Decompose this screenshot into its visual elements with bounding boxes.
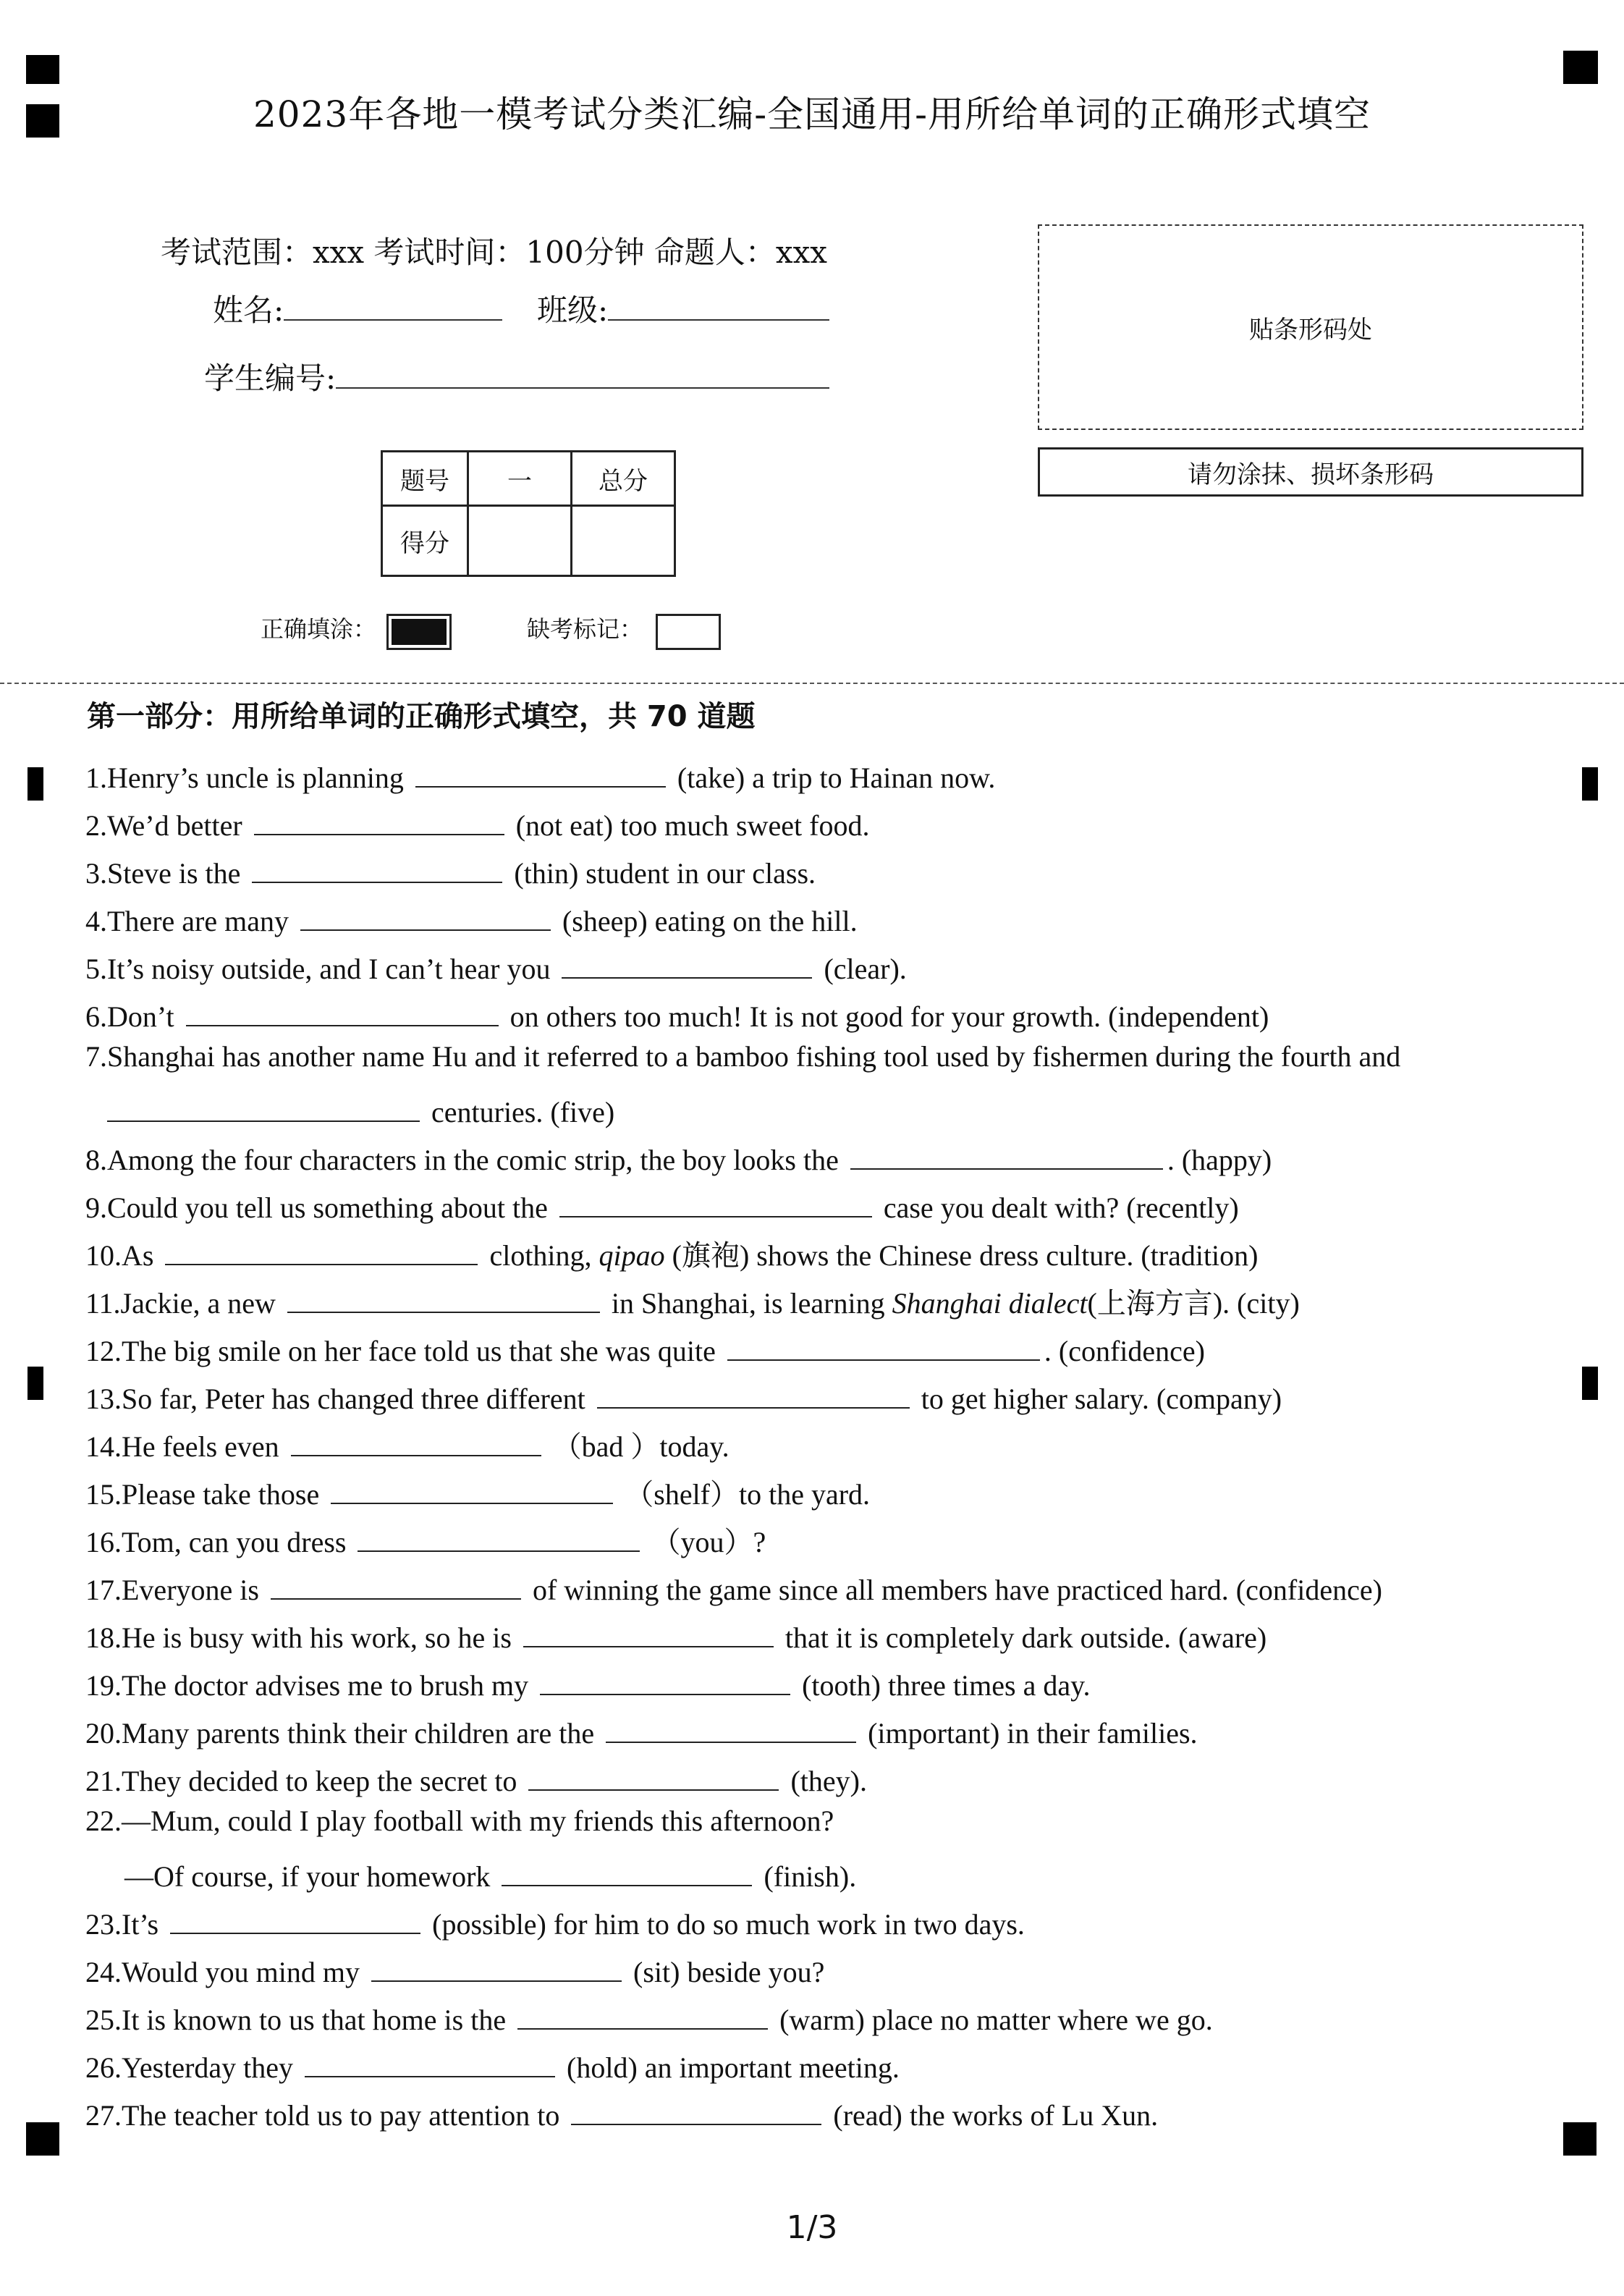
question-text: (important) in their families. — [868, 1717, 1198, 1750]
question-text: （bad ）today. — [552, 1430, 729, 1463]
question-text: (sit) beside you? — [633, 1956, 825, 1988]
question-20 — [85, 1708, 1198, 1750]
question-text: Please take those — [122, 1478, 320, 1511]
question-1 — [85, 753, 995, 795]
question-number: 13. — [85, 1383, 122, 1415]
barcode-area — [1038, 224, 1583, 430]
score-input-cell[interactable] — [468, 506, 572, 576]
name-label: 姓名: — [213, 292, 284, 328]
question-4 — [85, 896, 858, 938]
question-text: case you dealt with? (recently) — [883, 1191, 1239, 1224]
question-text: . (confidence) — [1044, 1335, 1205, 1367]
question-text: Don’t — [107, 1000, 174, 1033]
question-text: He feels even — [122, 1430, 279, 1463]
question-5 — [85, 944, 907, 986]
question-21 — [85, 1756, 867, 1798]
student-id-underline[interactable] — [336, 358, 829, 389]
question-text: Shanghai has another name Hu and it referred to a bamboo fishing tool used by fishermen during the fourth and — [107, 1040, 1401, 1073]
question-text: (旗袍) shows the Chinese dress culture. (tradition) — [672, 1239, 1259, 1272]
question-number: 22. — [85, 1805, 122, 1837]
answer-blank[interactable] — [305, 2043, 555, 2077]
question-number: 14. — [85, 1430, 122, 1463]
question-text: Would you mind my — [122, 1956, 360, 1988]
question-number: 4. — [85, 905, 107, 937]
question-text: Tom, can you dress — [122, 1526, 347, 1558]
alignment-mark-top-left-1 — [26, 55, 59, 84]
section-separator — [0, 683, 1624, 684]
alignment-mark-bottom-right — [1563, 2122, 1596, 2156]
question-22-continued — [124, 1852, 856, 1894]
question-number: 27. — [85, 2099, 122, 2132]
question-text: （shelf）to the yard. — [625, 1478, 871, 1511]
answer-blank[interactable] — [597, 1374, 910, 1409]
alignment-mark-left-2 — [28, 1367, 43, 1400]
question-26 — [85, 2043, 900, 2085]
question-text: Everyone is — [122, 1574, 259, 1606]
barcode-label: 贴条形码处 — [1249, 315, 1372, 345]
question-8 — [85, 1135, 1272, 1177]
question-25 — [85, 1995, 1213, 2037]
answer-blank[interactable] — [165, 1231, 478, 1265]
score-table-header-row — [382, 452, 675, 506]
question-text: (take) a trip to Hainan now. — [677, 761, 996, 794]
question-text: We’d better — [107, 809, 242, 842]
question-term: Shanghai dialect — [892, 1287, 1088, 1320]
question-15 — [85, 1469, 870, 1513]
question-number: 21. — [85, 1765, 122, 1797]
answer-blank[interactable] — [331, 1469, 613, 1504]
answer-blank[interactable] — [186, 992, 499, 1026]
question-3 — [85, 848, 816, 890]
question-6 — [85, 992, 1269, 1034]
question-text: (hold) an important meeting. — [567, 2051, 900, 2084]
answer-blank[interactable] — [252, 848, 502, 883]
answer-blank[interactable] — [358, 1517, 640, 1552]
question-19 — [85, 1660, 1091, 1702]
question-number: 15. — [85, 1478, 122, 1511]
class-label: 班级: — [537, 292, 609, 328]
question-number: 9. — [85, 1191, 107, 1224]
question-text: of winning the game since all members have practiced hard. (confidence) — [532, 1574, 1382, 1606]
answer-blank[interactable] — [502, 1852, 752, 1886]
question-27 — [85, 2090, 1158, 2132]
answer-blank[interactable] — [517, 1995, 768, 2030]
question-text: (thin) student in our class. — [514, 857, 816, 890]
question-text: (not eat) too much sweet food. — [515, 809, 870, 842]
student-id-label: 学生编号: — [204, 360, 337, 396]
question-text: (sheep) eating on the hill. — [562, 905, 858, 937]
score-table-cell: 得分 — [382, 506, 468, 576]
question-17 — [85, 1565, 1382, 1607]
answer-blank[interactable] — [107, 1087, 420, 1122]
name-underline[interactable] — [284, 290, 502, 321]
barcode-note-text: 请勿涂抹、损坏条形码 — [1188, 460, 1434, 489]
question-text: (finish). — [764, 1860, 857, 1893]
question-text: clothing, — [489, 1239, 592, 1272]
question-text: Among the four characters in the comic strip, the boy looks the — [107, 1144, 839, 1176]
question-text: (上海方言). (city) — [1087, 1287, 1300, 1320]
question-number: 6. — [85, 1000, 107, 1033]
answer-blank[interactable] — [371, 1947, 622, 1982]
question-number: 2. — [85, 809, 107, 842]
question-9 — [85, 1183, 1239, 1225]
answer-blank[interactable] — [562, 944, 812, 979]
question-text: (they). — [790, 1765, 867, 1797]
question-text: Steve is the — [107, 857, 241, 890]
question-text: centuries. (five) — [431, 1096, 615, 1128]
correct-fill-label: 正确填涂： — [261, 615, 377, 643]
answer-blank[interactable] — [850, 1135, 1163, 1170]
page-number: 1/3 — [786, 2209, 838, 2246]
question-number: 18. — [85, 1621, 122, 1654]
question-14 — [85, 1422, 729, 1465]
question-number: 5. — [85, 953, 107, 985]
absent-mark-label: 缺考标记： — [527, 615, 643, 643]
question-text: —Of course, if your homework — [124, 1860, 491, 1893]
question-text: He is busy with his work, so he is — [122, 1621, 512, 1654]
question-text: in Shanghai, is learning — [611, 1287, 885, 1320]
question-text: . (happy) — [1167, 1144, 1272, 1176]
question-text: that it is completely dark outside. (aware) — [784, 1621, 1267, 1654]
question-number: 19. — [85, 1669, 122, 1702]
question-number: 24. — [85, 1956, 122, 1988]
answer-blank[interactable] — [254, 801, 504, 835]
answer-blank[interactable] — [528, 1756, 779, 1791]
question-number: 26. — [85, 2051, 122, 2084]
page-title: 2023年各地一模考试分类汇编-全国通用-用所给单词的正确形式填空 — [253, 93, 1371, 135]
answer-blank[interactable] — [727, 1326, 1040, 1361]
question-16 — [85, 1517, 766, 1561]
question-text: The teacher told us to pay attention to — [122, 2099, 560, 2132]
question-number: 1. — [85, 761, 107, 794]
question-text: It is known to us that home is the — [122, 2004, 507, 2036]
question-text: (tooth) three times a day. — [802, 1669, 1091, 1702]
question-number: 17. — [85, 1574, 122, 1606]
question-24 — [85, 1947, 824, 1989]
correct-fill-sample — [386, 614, 452, 650]
question-number: 20. — [85, 1717, 122, 1750]
question-text: It’s noisy outside, and I can’t hear you — [107, 953, 551, 985]
question-text: (read) the works of Lu Xun. — [833, 2099, 1159, 2132]
score-table-cell: 一 — [468, 452, 572, 506]
question-23 — [85, 1899, 1025, 1941]
question-11 — [85, 1278, 1300, 1322]
alignment-mark-right-2 — [1582, 1367, 1598, 1400]
question-number: 10. — [85, 1239, 122, 1272]
answer-blank[interactable] — [540, 1660, 790, 1695]
question-text: (warm) place no matter where we go. — [779, 2004, 1213, 2036]
answer-blank[interactable] — [415, 753, 666, 788]
class-field[interactable] — [537, 287, 829, 330]
question-text: （you）? — [651, 1526, 766, 1558]
student-id-field[interactable] — [204, 355, 829, 398]
question-text: (clear). — [824, 953, 907, 985]
question-text: Many parents think their children are the — [122, 1717, 595, 1750]
absent-mark-box[interactable] — [656, 614, 721, 650]
answer-blank[interactable] — [287, 1278, 600, 1313]
question-number: 23. — [85, 1908, 122, 1941]
question-12 — [85, 1326, 1205, 1368]
question-text: Yesterday they — [122, 2051, 294, 2084]
alignment-mark-bottom-left — [26, 2122, 59, 2156]
question-text: (possible) for him to do so much work in two days. — [432, 1908, 1025, 1941]
question-13 — [85, 1374, 1282, 1416]
question-text: —Mum, could I play football with my friends this afternoon? — [122, 1805, 834, 1837]
class-underline[interactable] — [608, 290, 829, 321]
answer-blank[interactable] — [523, 1613, 774, 1647]
question-18 — [85, 1613, 1266, 1655]
question-text: It’s — [122, 1908, 159, 1941]
question-text: So far, Peter has changed three different — [122, 1383, 585, 1415]
question-text: Jackie, a new — [120, 1287, 276, 1320]
question-number: 25. — [85, 2004, 122, 2036]
alignment-mark-right-1 — [1582, 767, 1598, 801]
question-text: As — [122, 1239, 154, 1272]
question-10 — [85, 1231, 1259, 1274]
answer-blank[interactable] — [606, 1708, 856, 1743]
total-score-cell[interactable] — [572, 506, 675, 576]
answer-blank[interactable] — [271, 1565, 521, 1600]
question-number: 8. — [85, 1144, 107, 1176]
question-7-continued — [107, 1087, 614, 1129]
answer-blank[interactable] — [170, 1899, 420, 1934]
question-text: Could you tell us something about the — [107, 1191, 548, 1224]
question-number: 12. — [85, 1335, 122, 1367]
question-2 — [85, 801, 869, 843]
answer-blank[interactable] — [571, 2090, 821, 2125]
alignment-mark-left-1 — [28, 767, 43, 801]
question-text: The doctor advises me to brush my — [122, 1669, 529, 1702]
question-number: 11. — [85, 1287, 121, 1320]
question-text: There are many — [107, 905, 289, 937]
alignment-mark-top-right — [1563, 51, 1598, 84]
question-term: qipao — [599, 1239, 665, 1272]
question-text: The big smile on her face told us that she was quite — [122, 1335, 716, 1367]
answer-blank[interactable] — [300, 896, 551, 931]
answer-blank[interactable] — [291, 1422, 541, 1456]
question-number: 3. — [85, 857, 107, 890]
section-title: 第一部分：用所给单词的正确形式填空，共 70 道题 — [87, 700, 756, 733]
question-22 — [85, 1804, 834, 1838]
question-number: 16. — [85, 1526, 122, 1558]
answer-blank[interactable] — [559, 1183, 872, 1217]
question-text: They decided to keep the secret to — [122, 1765, 517, 1797]
name-field[interactable] — [213, 287, 502, 330]
score-table-cell: 题号 — [382, 452, 468, 506]
exam-info: 考试范围：xxx 考试时间：100分钟 命题人：xxx — [161, 235, 827, 270]
score-table-cell: 总分 — [572, 452, 675, 506]
score-table — [381, 450, 676, 577]
question-text: Henry’s uncle is planning — [107, 761, 404, 794]
score-table-score-row — [382, 506, 675, 576]
barcode-note — [1038, 447, 1583, 497]
question-text: to get higher salary. (company) — [921, 1383, 1282, 1415]
question-text: on others too much! It is not good for your growth. (independent) — [509, 1000, 1269, 1033]
question-7 — [85, 1039, 1400, 1073]
question-number: 7. — [85, 1040, 107, 1073]
